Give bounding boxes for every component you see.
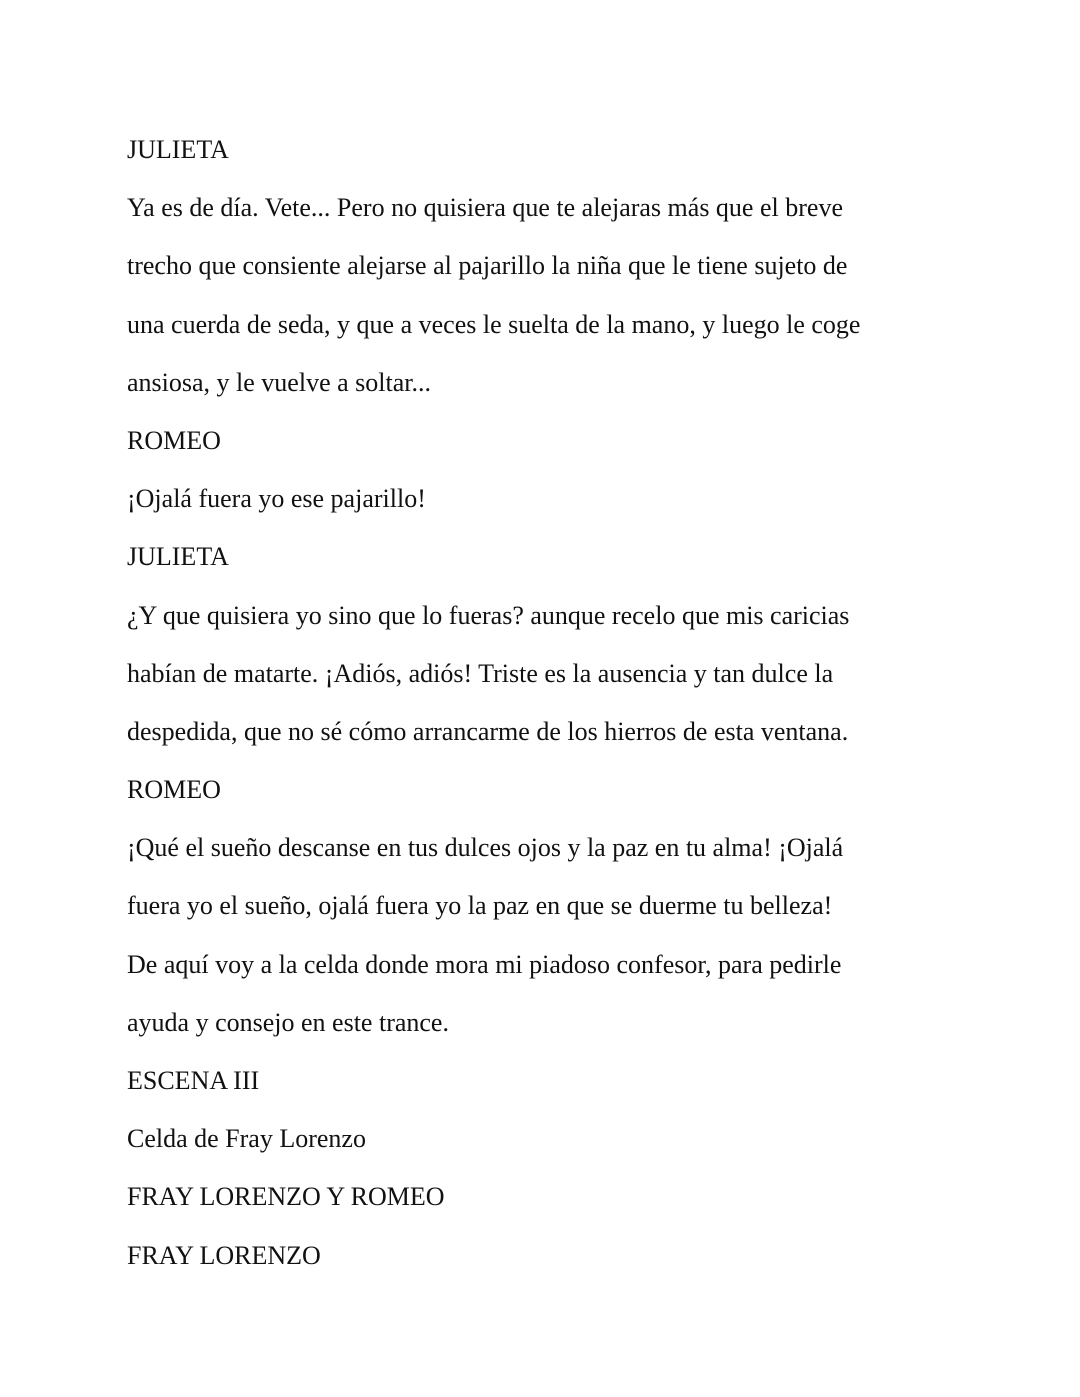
speaker-name: ROMEO bbox=[127, 425, 221, 455]
dialogue-line: ¡Qué el sueño descanse en tus dulces ojos y la paz en tu alma! ¡Ojalá bbox=[127, 833, 844, 863]
dialogue-line: trecho que consiente alejarse al pajarillo la niña que le tiene sujeto de bbox=[127, 251, 848, 281]
scene-setting: Celda de Fray Lorenzo bbox=[127, 1124, 366, 1154]
dialogue-line: una cuerda de seda, y que a veces le suelta de la mano, y luego le coge bbox=[127, 309, 861, 339]
dialogue-line: ansiosa, y le vuelve a soltar... bbox=[127, 367, 431, 397]
dialogue-line: despedida, que no sé cómo arrancarme de los hierros de esta ventana. bbox=[127, 716, 849, 746]
speaker-name: FRAY LORENZO bbox=[127, 1240, 321, 1270]
dialogue-line: ¡Ojalá fuera yo ese pajarillo! bbox=[127, 484, 426, 514]
dialogue-line: De aquí voy a la celda donde mora mi piadoso confesor, para pedirle bbox=[127, 949, 842, 979]
dialogue-line: fuera yo el sueño, ojalá fuera yo la paz en que se duerme tu belleza! bbox=[127, 891, 833, 921]
dialogue-line: ayuda y consejo en este trance. bbox=[127, 1007, 449, 1037]
dialogue-line: habían de matarte. ¡Adiós, adiós! Triste es la ausencia y tan dulce la bbox=[127, 658, 834, 688]
speaker-name: JULIETA bbox=[127, 135, 229, 164]
dialogue-line: ¿Y que quisiera yo sino que lo fueras? aunque recelo que mis caricias bbox=[127, 600, 850, 630]
document-text bbox=[127, 121, 967, 1285]
speaker-name: JULIETA bbox=[127, 542, 229, 572]
scene-characters: FRAY LORENZO Y ROMEO bbox=[127, 1182, 445, 1212]
dialogue-line: Ya es de día. Vete... Pero no quisiera que te alejaras más que el breve bbox=[127, 193, 843, 223]
scene-heading: ESCENA III bbox=[127, 1066, 260, 1095]
speaker-name: ROMEO bbox=[127, 775, 221, 805]
